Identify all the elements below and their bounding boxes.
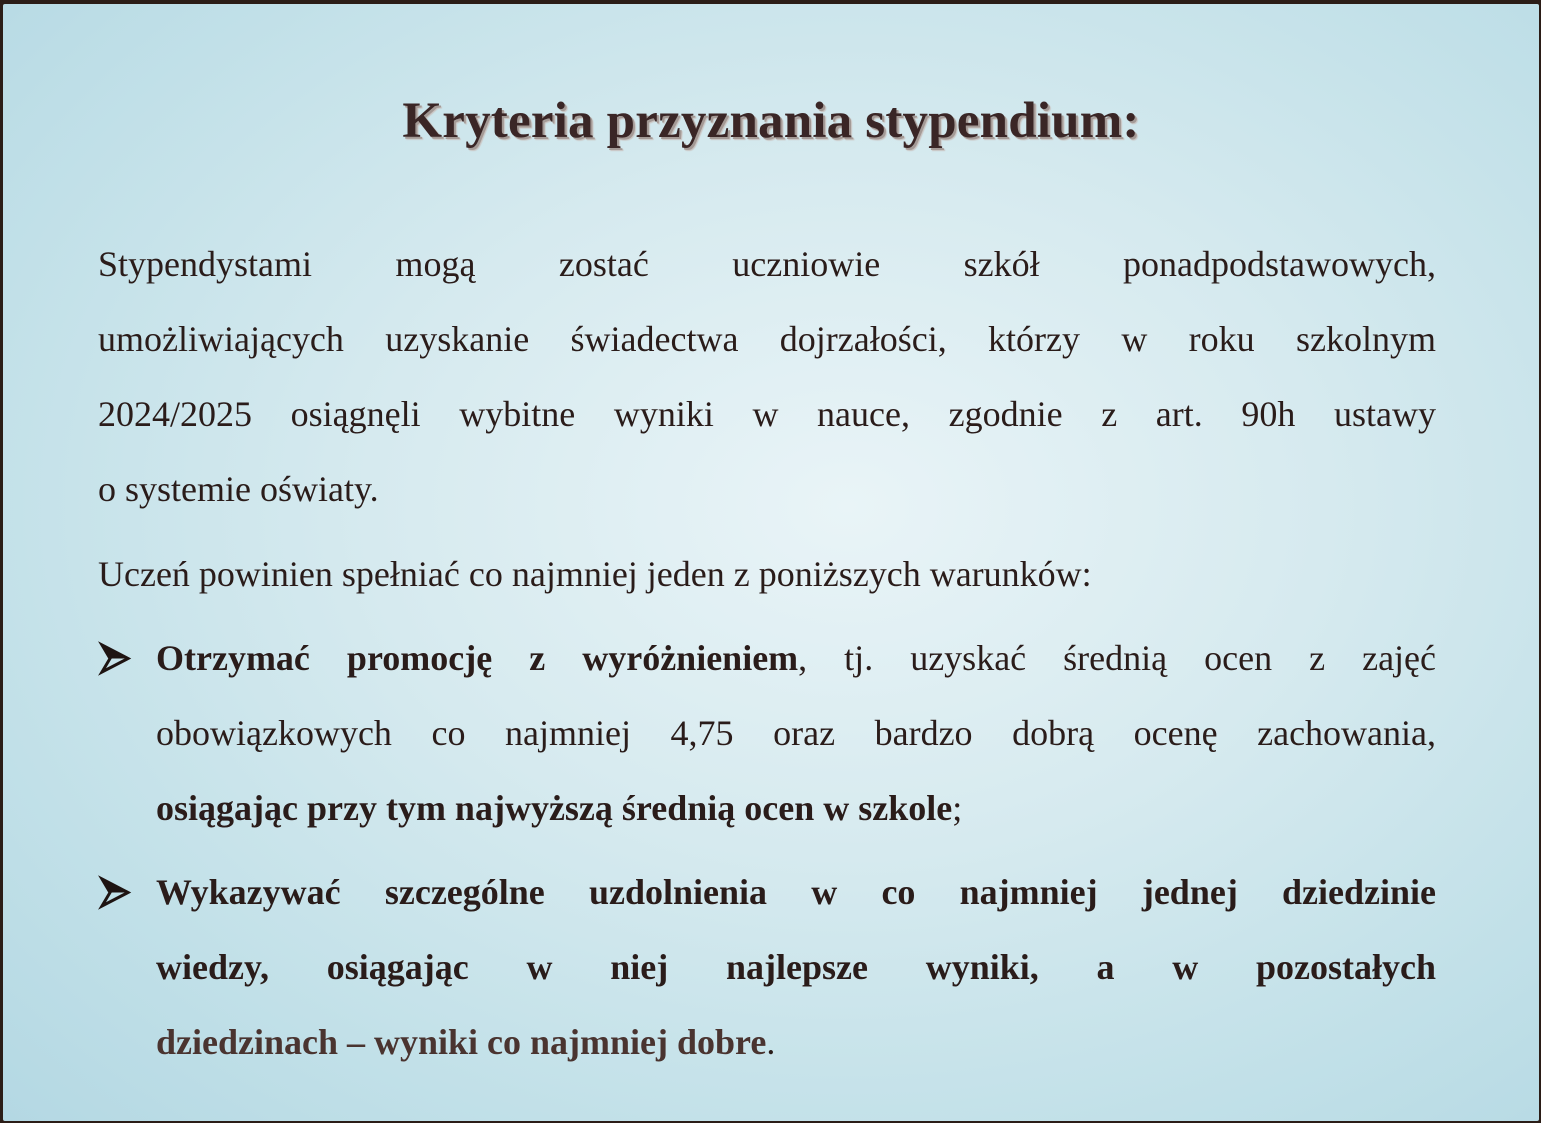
bullet-2-line-3 [156,1005,1436,1080]
arrowhead-bullet-icon [98,855,138,930]
arrowhead-bullet-icon [98,621,138,696]
bullet-1-line-3-rest: ; [952,788,963,828]
presentation-slide [3,4,1539,1121]
bullet-1-line-1-rest: , tj. uzyskać średnią ocen z zajęć [798,638,1437,678]
bullet-2-line-2-text: wiedzy, osiągając w niej najlepsze wyniki, a w pozostałych [156,947,1436,987]
bullet-2-line-1-text: Wykazywać szczególne uzdolnienia w co najmniej jednej dziedzinie [156,872,1436,912]
condition-intro: Uczeń powinien spełniać co najmniej jeden z poniższych warunków: [98,554,1092,594]
intro-line-1: Stypendystami mogą zostać uczniowie szkół ponadpodstawowych, [98,244,1436,284]
bullet-2-line-2 [156,930,1436,1005]
intro-line-3: 2024/2025 osiągnęli wybitne wyniki w nauce, zgodnie z art. 90h ustawy [98,394,1436,434]
bullet-item-2 [98,855,1436,1080]
bullet-2-line-3-rest: . [766,1022,776,1062]
bullet-1-bold-ending: osiągając przy tym najwyższą średnią ocen w szkole [156,788,953,828]
bullet-2-line-1 [156,855,1436,930]
intro-line-4: o systemie oświaty. [98,469,379,509]
bullet-1-bold-phrase: Otrzymać promocję z wyróżnieniem [156,638,799,678]
bullet-1-line-1 [156,621,1436,696]
slide-title: Kryteria przyznania stypendium: [402,93,1140,149]
bullet-2-bold-ending: dziedzinach – wyniki co najmniej dobre [156,1022,767,1062]
intro-paragraph [98,227,1436,527]
bullet-1-line-2: obowiązkowych co najmniej 4,75 oraz bardzo dobrą ocenę zachowania, [156,713,1436,753]
intro-line-2: umożliwiających uzyskanie świadectwa dojrzałości, którzy w roku szkolnym [98,319,1436,359]
bullet-item-1 [98,621,1436,846]
bullet-1-line-3 [156,771,1436,846]
